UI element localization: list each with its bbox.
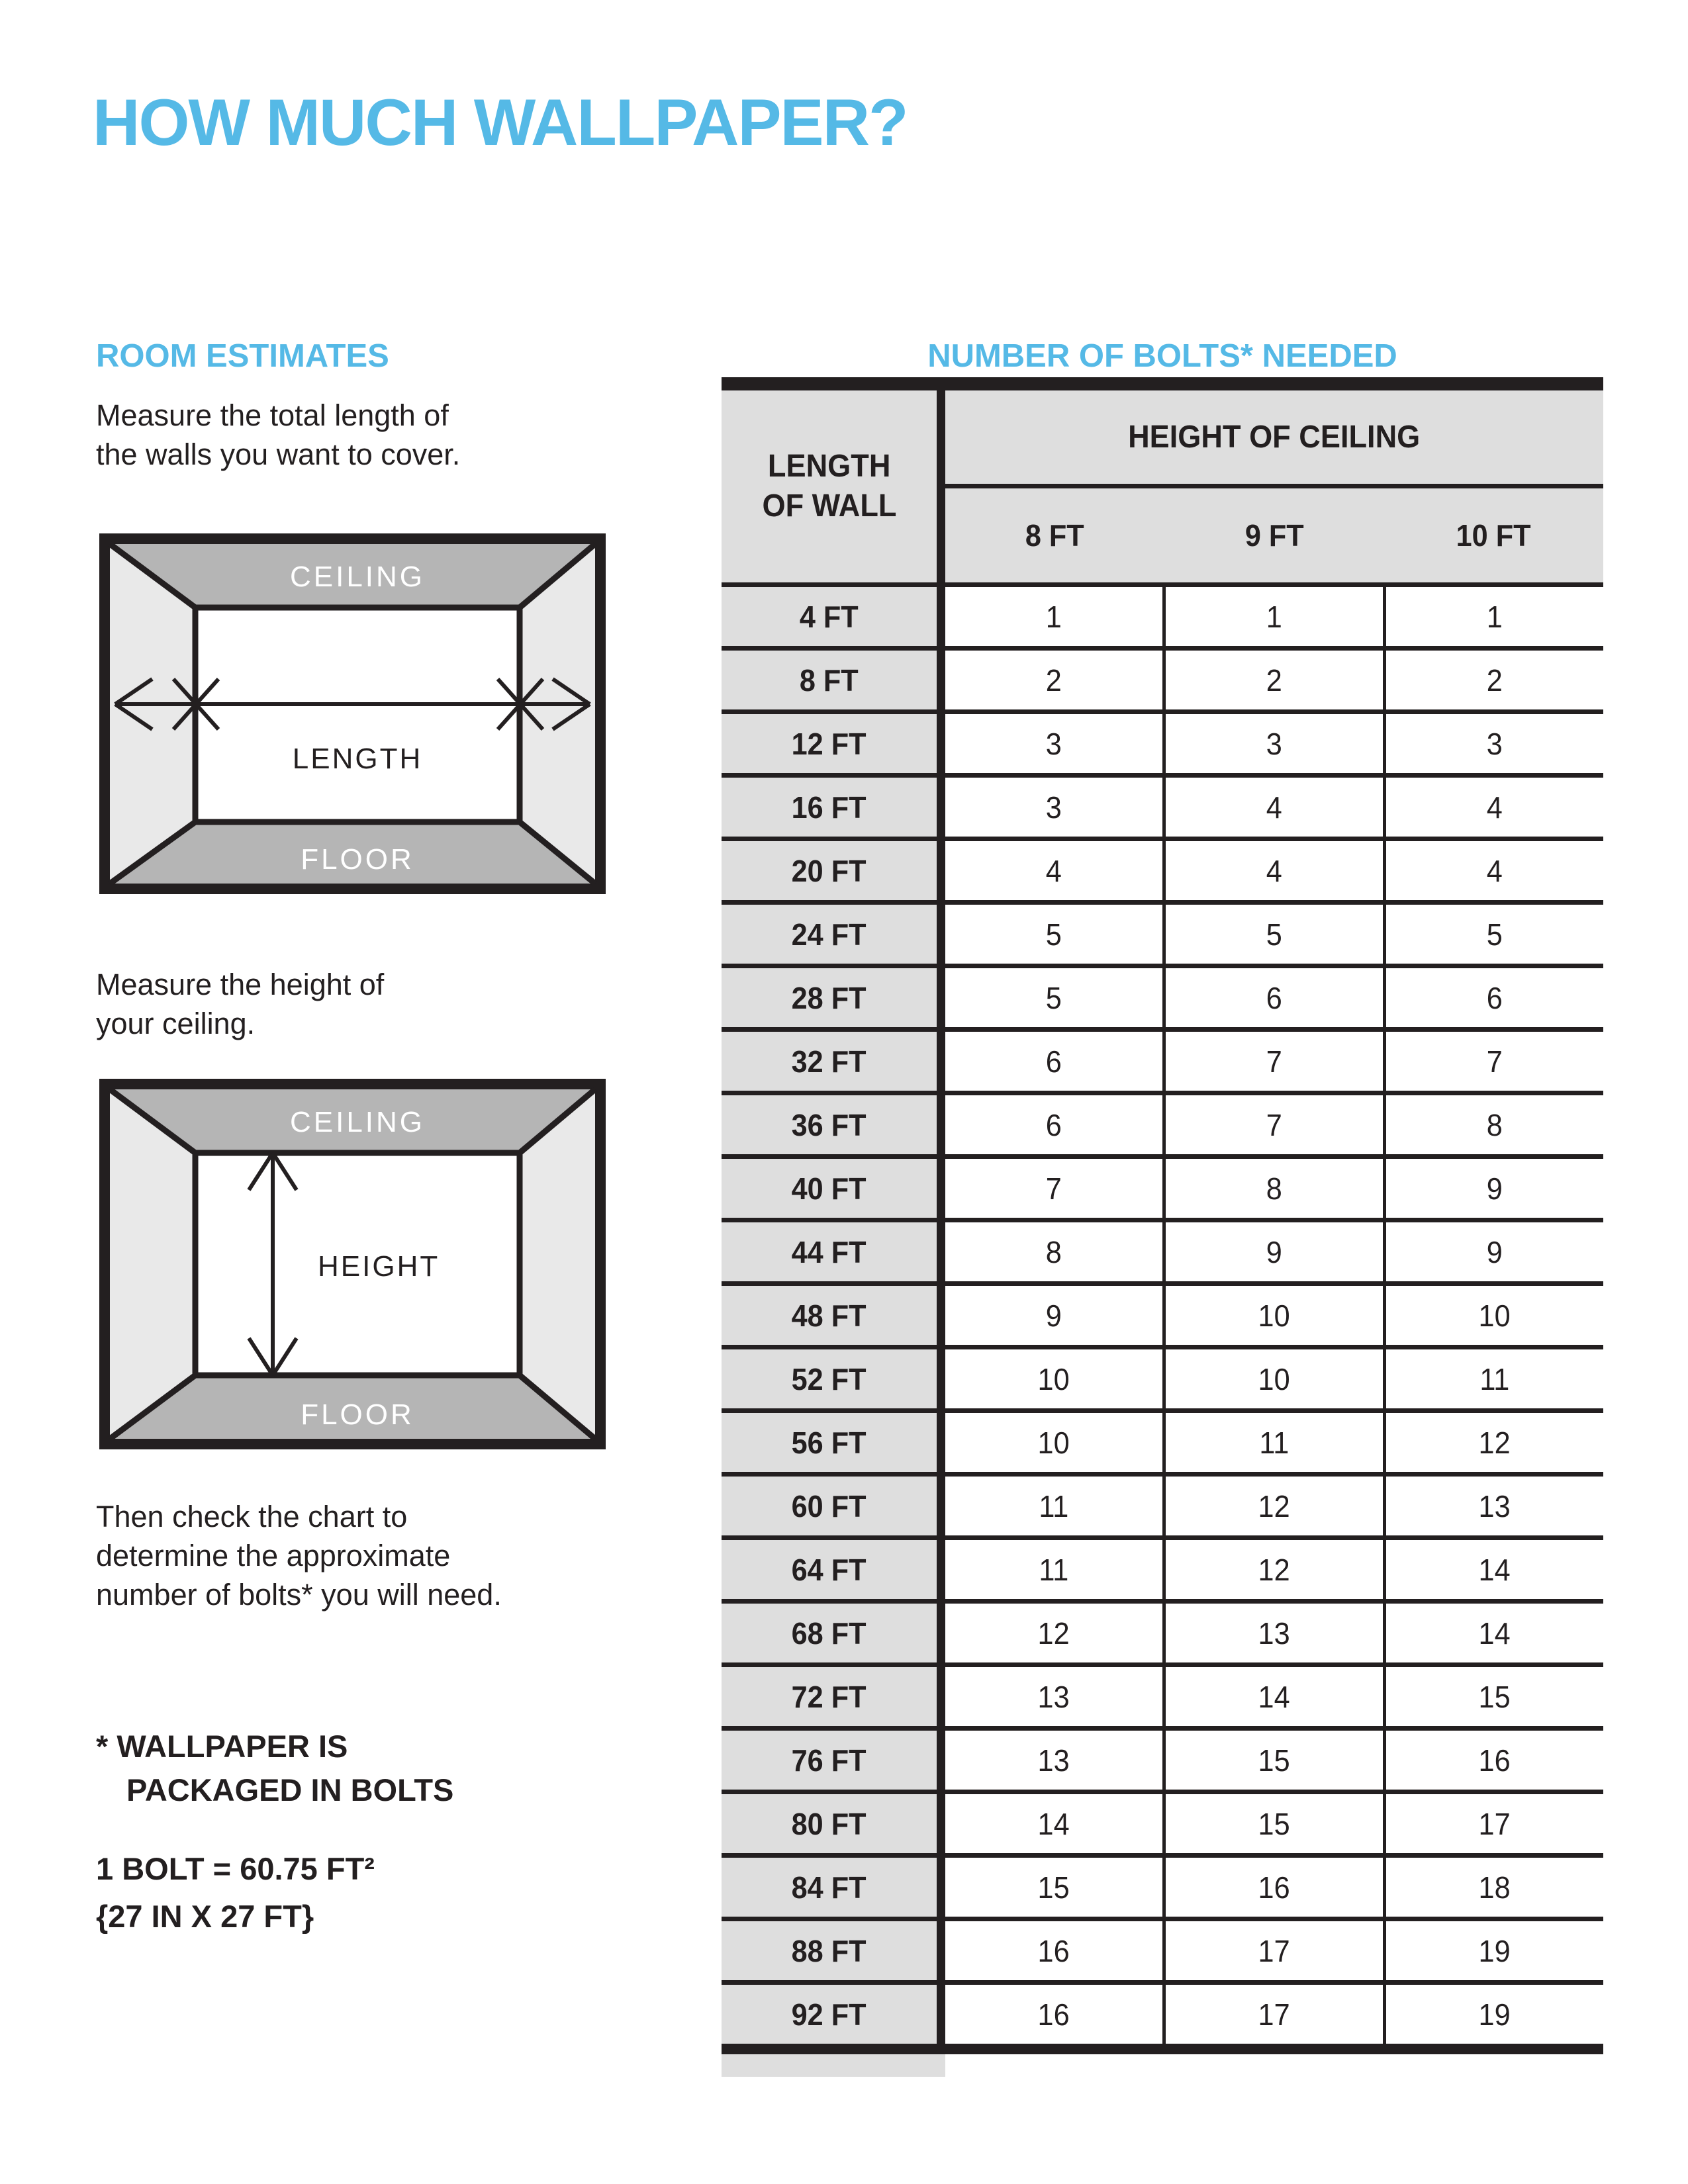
- wall-length-cell: [722, 1477, 945, 1535]
- table-row: [722, 1599, 1603, 1662]
- bolts-8ft-value: 10: [1037, 1361, 1070, 1396]
- bolts-9ft-cell: [1162, 1921, 1383, 1980]
- bolts-8ft-value: 2: [1045, 662, 1062, 698]
- length-of-wall-header: [722, 390, 945, 582]
- bolts-8ft-value: 5: [1045, 980, 1062, 1015]
- table-row: [722, 1662, 1603, 1726]
- bolts-9ft-value: 8: [1266, 1171, 1283, 1206]
- bolts-9ft-cell: [1162, 1667, 1383, 1726]
- floor-label: FLOOR: [301, 843, 414, 876]
- bolts-8ft-cell: [945, 714, 1162, 773]
- table-row: [722, 1917, 1603, 1980]
- step1-line2: the walls you want to cover.: [96, 437, 461, 471]
- bolts-8ft-cell: [945, 651, 1162, 709]
- wall-length-cell: [722, 1667, 945, 1726]
- wall-length-cell: [722, 651, 945, 709]
- wall-length-label: 68 FT: [792, 1615, 867, 1651]
- bolts-10ft-value: 2: [1486, 662, 1503, 698]
- ceiling-label: CEILING: [289, 561, 426, 593]
- ceiling-height-header-group: [945, 390, 1603, 582]
- bolts-9ft-value: 10: [1258, 1361, 1291, 1396]
- floor-label: FLOOR: [301, 1398, 414, 1431]
- bolts-10ft-value: 17: [1478, 1806, 1511, 1841]
- wall-length-cell: [722, 1731, 945, 1790]
- bolts-8ft-cell: [945, 1159, 1162, 1218]
- wall-length-cell: [722, 778, 945, 837]
- table-row: [722, 709, 1603, 773]
- table-row: [722, 1535, 1603, 1599]
- wall-length-cell: [722, 905, 945, 964]
- wall-length-cell: [722, 1604, 945, 1662]
- table-row: [722, 582, 1603, 646]
- bolt-equation: [96, 1845, 375, 1940]
- wall-length-cell: [722, 1794, 945, 1853]
- wall-length-label: 24 FT: [792, 917, 867, 952]
- bolts-9ft-cell: [1162, 1604, 1383, 1662]
- bolts-needed-heading: NUMBER OF BOLTS* NEEDED: [927, 338, 1397, 374]
- wall-length-cell: [722, 841, 945, 900]
- wall-length-label: 56 FT: [792, 1425, 867, 1460]
- step1-line1: Measure the total length of: [96, 398, 449, 432]
- bolts-9ft-value: 17: [1258, 1933, 1291, 1968]
- bolts-9ft-cell: [1162, 1794, 1383, 1853]
- wall-length-label: 92 FT: [792, 1997, 867, 2032]
- bolts-8ft-cell: [945, 1413, 1162, 1472]
- bolts-10ft-value: 11: [1479, 1361, 1510, 1396]
- table-row: [722, 837, 1603, 900]
- table-bottom-bar: [722, 2044, 1603, 2054]
- wall-length-label: 28 FT: [792, 980, 867, 1015]
- bolts-9ft-value: 16: [1258, 1870, 1291, 1905]
- bolts-8ft-cell: [945, 905, 1162, 964]
- step3-text: [96, 1497, 502, 1614]
- bolts-10ft-value: 16: [1478, 1743, 1511, 1778]
- col-header-8ft: [945, 488, 1164, 582]
- bolts-8ft-value: 10: [1037, 1425, 1070, 1460]
- length-of-wall-line1: LENGTH: [767, 449, 891, 484]
- bolts-10ft-cell: [1383, 905, 1603, 964]
- bolts-8ft-cell: [945, 1921, 1162, 1980]
- bolts-8ft-value: 4: [1045, 853, 1062, 888]
- bolts-9ft-value: 6: [1266, 980, 1283, 1015]
- table-row: [722, 1281, 1603, 1345]
- bolts-10ft-value: 10: [1478, 1298, 1511, 1333]
- bolts-10ft-value: 1: [1486, 599, 1503, 634]
- bolts-10ft-cell: [1383, 1985, 1603, 2044]
- bolts-10ft-cell: [1383, 1159, 1603, 1218]
- wall-length-cell: [722, 1159, 945, 1218]
- bolts-8ft-cell: [945, 1286, 1162, 1345]
- col-header-10ft-label: 10 FT: [1456, 518, 1531, 553]
- bolts-10ft-value: 13: [1478, 1488, 1511, 1524]
- bolts-10ft-cell: [1383, 1921, 1603, 1980]
- bolts-9ft-cell: [1162, 841, 1383, 900]
- bolts-9ft-cell: [1162, 1540, 1383, 1599]
- bolts-10ft-cell: [1383, 1731, 1603, 1790]
- bolts-10ft-cell: [1383, 1858, 1603, 1917]
- wall-length-label: 8 FT: [800, 662, 859, 698]
- bolts-9ft-value: 10: [1258, 1298, 1291, 1333]
- height-measure-label: HEIGHT: [318, 1250, 440, 1283]
- wall-length-cell: [722, 1413, 945, 1472]
- bolt-equation-line1: 1 BOLT = 60.75 FT²: [96, 1851, 375, 1886]
- bolts-9ft-cell: [1162, 1985, 1383, 2044]
- bolts-8ft-value: 7: [1045, 1171, 1062, 1206]
- wall-length-label: 84 FT: [792, 1870, 867, 1905]
- ceiling-height-columns: [945, 488, 1603, 582]
- bolts-10ft-value: 9: [1486, 1171, 1503, 1206]
- length-measure-label: LENGTH: [292, 743, 423, 775]
- bolts-8ft-value: 1: [1045, 599, 1062, 634]
- bolts-8ft-cell: [945, 1604, 1162, 1662]
- bolts-10ft-value: 19: [1478, 1997, 1511, 2032]
- bolts-8ft-value: 13: [1037, 1679, 1070, 1714]
- bolts-8ft-value: 16: [1037, 1997, 1070, 2032]
- bolts-10ft-cell: [1383, 651, 1603, 709]
- bolts-footnote: [96, 1725, 453, 1812]
- ceiling-label: CEILING: [289, 1106, 426, 1138]
- wall-length-cell: [722, 968, 945, 1027]
- wall-length-label: 32 FT: [792, 1044, 867, 1079]
- wall-length-cell: [722, 1540, 945, 1599]
- bolts-8ft-cell: [945, 1731, 1162, 1790]
- bolts-8ft-cell: [945, 1794, 1162, 1853]
- bolts-10ft-cell: [1383, 1604, 1603, 1662]
- bolts-10ft-value: 7: [1486, 1044, 1503, 1079]
- bolts-9ft-value: 14: [1258, 1679, 1291, 1714]
- bolts-10ft-cell: [1383, 1095, 1603, 1154]
- step1-text: [96, 396, 460, 474]
- step3-line1: Then check the chart to: [96, 1500, 408, 1533]
- table-row: [722, 1091, 1603, 1154]
- bolts-9ft-cell: [1162, 1286, 1383, 1345]
- wall-length-label: 48 FT: [792, 1298, 867, 1333]
- wall-length-cell: [722, 587, 945, 646]
- page-title: HOW MUCH WALLPAPER?: [93, 85, 908, 159]
- bolts-8ft-value: 6: [1045, 1044, 1062, 1079]
- bolts-9ft-cell: [1162, 1095, 1383, 1154]
- table-row: [722, 1853, 1603, 1917]
- wall-length-label: 40 FT: [792, 1171, 867, 1206]
- step3-line2: determine the approximate: [96, 1539, 451, 1572]
- height-room-diagram: [99, 1079, 606, 1449]
- table-row: [722, 1218, 1603, 1281]
- wall-length-cell: [722, 1095, 945, 1154]
- bolts-9ft-cell: [1162, 1477, 1383, 1535]
- wall-length-label: 12 FT: [792, 726, 867, 761]
- bolts-8ft-value: 6: [1045, 1107, 1062, 1142]
- step2-text: [96, 965, 384, 1043]
- bolts-8ft-value: 8: [1045, 1234, 1062, 1269]
- wall-length-label: 36 FT: [792, 1107, 867, 1142]
- col-header-10ft: [1384, 488, 1603, 582]
- bolts-10ft-cell: [1383, 1667, 1603, 1726]
- col-header-9ft-label: 9 FT: [1244, 518, 1304, 553]
- table-header: [722, 390, 1603, 582]
- bolts-9ft-cell: [1162, 1222, 1383, 1281]
- bolts-9ft-cell: [1162, 1731, 1383, 1790]
- table-top-bar: [722, 377, 1603, 390]
- length-room-diagram: [99, 533, 606, 894]
- bolts-8ft-value: 11: [1039, 1552, 1069, 1587]
- bolts-8ft-value: 11: [1039, 1488, 1069, 1524]
- step2-line2: your ceiling.: [96, 1007, 256, 1040]
- bolts-10ft-value: 4: [1486, 853, 1503, 888]
- bolts-10ft-cell: [1383, 587, 1603, 646]
- bolts-8ft-value: 12: [1037, 1615, 1070, 1651]
- wall-length-cell: [722, 1032, 945, 1091]
- bolts-10ft-value: 4: [1486, 790, 1503, 825]
- bolts-9ft-cell: [1162, 1032, 1383, 1091]
- wall-length-cell: [722, 1349, 945, 1408]
- bolts-8ft-value: 14: [1037, 1806, 1070, 1841]
- bolts-9ft-cell: [1162, 905, 1383, 964]
- wall-length-label: 52 FT: [792, 1361, 867, 1396]
- room-estimates-heading: ROOM ESTIMATES: [96, 338, 389, 374]
- bolts-9ft-cell: [1162, 1349, 1383, 1408]
- footnote-line1: * WALLPAPER IS: [96, 1729, 348, 1764]
- wall-length-cell: [722, 714, 945, 773]
- bolts-10ft-cell: [1383, 841, 1603, 900]
- bolts-9ft-cell: [1162, 778, 1383, 837]
- wall-length-cell: [722, 1985, 945, 2044]
- bolts-10ft-value: 15: [1478, 1679, 1511, 1714]
- bolts-10ft-cell: [1383, 968, 1603, 1027]
- bolts-10ft-value: 9: [1486, 1234, 1503, 1269]
- table-row: [722, 1027, 1603, 1091]
- col-header-8ft-label: 8 FT: [1025, 518, 1085, 553]
- wall-length-label: 64 FT: [792, 1552, 867, 1587]
- bolts-9ft-value: 12: [1258, 1488, 1291, 1524]
- bolts-8ft-cell: [945, 1985, 1162, 2044]
- bolts-9ft-cell: [1162, 1159, 1383, 1218]
- bolts-9ft-value: 15: [1258, 1806, 1291, 1841]
- bolts-10ft-value: 18: [1478, 1870, 1511, 1905]
- length-of-wall-line2: OF WALL: [761, 488, 896, 523]
- bolts-9ft-cell: [1162, 968, 1383, 1027]
- bolts-9ft-value: 1: [1266, 599, 1283, 634]
- wall-length-label: 80 FT: [792, 1806, 867, 1841]
- height-of-ceiling-header: [945, 390, 1603, 488]
- bolts-8ft-cell: [945, 1349, 1162, 1408]
- bolts-10ft-value: 5: [1486, 917, 1503, 952]
- table-row: [722, 1790, 1603, 1853]
- wall-length-cell: [722, 1286, 945, 1345]
- bolts-table: [722, 377, 1603, 2077]
- bolts-10ft-cell: [1383, 714, 1603, 773]
- bolts-8ft-value: 5: [1045, 917, 1062, 952]
- table-row: [722, 773, 1603, 837]
- bolts-8ft-value: 3: [1045, 790, 1062, 825]
- wall-length-cell: [722, 1858, 945, 1917]
- bolts-10ft-value: 3: [1486, 726, 1503, 761]
- table-row: [722, 1408, 1603, 1472]
- bolts-8ft-value: 16: [1037, 1933, 1070, 1968]
- bolts-8ft-value: 13: [1037, 1743, 1070, 1778]
- table-row: [722, 964, 1603, 1027]
- bolts-8ft-cell: [945, 1032, 1162, 1091]
- col-header-9ft: [1164, 488, 1383, 582]
- wall-length-label: 16 FT: [792, 790, 867, 825]
- table-row: [722, 1980, 1603, 2044]
- table-row: [722, 1726, 1603, 1790]
- bolts-10ft-cell: [1383, 778, 1603, 837]
- bolts-8ft-value: 3: [1045, 726, 1062, 761]
- bolts-10ft-cell: [1383, 1032, 1603, 1091]
- table-row: [722, 646, 1603, 709]
- bolts-9ft-value: 11: [1259, 1425, 1289, 1460]
- bolts-8ft-cell: [945, 968, 1162, 1027]
- bolts-9ft-value: 17: [1258, 1997, 1291, 2032]
- bolts-10ft-cell: [1383, 1413, 1603, 1472]
- bolts-8ft-cell: [945, 1222, 1162, 1281]
- wall-length-label: 76 FT: [792, 1743, 867, 1778]
- bolts-8ft-cell: [945, 778, 1162, 837]
- height-of-ceiling-label: HEIGHT OF CEILING: [1128, 420, 1421, 455]
- bolts-8ft-cell: [945, 1667, 1162, 1726]
- bolts-10ft-value: 14: [1478, 1615, 1511, 1651]
- bolts-9ft-value: 3: [1266, 726, 1283, 761]
- bolts-9ft-value: 2: [1266, 662, 1283, 698]
- wall-length-label: 88 FT: [792, 1933, 867, 1968]
- bolts-9ft-cell: [1162, 714, 1383, 773]
- table-row: [722, 1345, 1603, 1408]
- bolts-8ft-cell: [945, 1540, 1162, 1599]
- bolts-10ft-cell: [1383, 1477, 1603, 1535]
- bolts-10ft-cell: [1383, 1540, 1603, 1599]
- bolts-10ft-value: 8: [1486, 1107, 1503, 1142]
- bolts-8ft-cell: [945, 841, 1162, 900]
- table-row: [722, 1154, 1603, 1218]
- bolts-10ft-cell: [1383, 1349, 1603, 1408]
- bolts-9ft-cell: [1162, 651, 1383, 709]
- bolts-10ft-value: 14: [1478, 1552, 1511, 1587]
- bolts-8ft-cell: [945, 1095, 1162, 1154]
- wall-length-label: 72 FT: [792, 1679, 867, 1714]
- wall-length-label: 60 FT: [792, 1488, 867, 1524]
- table-row: [722, 900, 1603, 964]
- table-left-column-stub: [722, 2054, 945, 2077]
- bolts-9ft-value: 4: [1266, 853, 1283, 888]
- bolts-8ft-value: 15: [1037, 1870, 1070, 1905]
- step3-line3: number of bolts* you will need.: [96, 1578, 502, 1612]
- bolts-10ft-value: 12: [1478, 1425, 1511, 1460]
- step2-line1: Measure the height of: [96, 968, 385, 1001]
- wall-length-label: 20 FT: [792, 853, 867, 888]
- bolts-9ft-value: 13: [1258, 1615, 1291, 1651]
- bolt-equation-line2: {27 IN X 27 FT}: [96, 1899, 314, 1934]
- bolts-8ft-cell: [945, 1477, 1162, 1535]
- bolts-9ft-value: 9: [1266, 1234, 1283, 1269]
- bolts-9ft-value: 15: [1258, 1743, 1291, 1778]
- bolts-10ft-value: 19: [1478, 1933, 1511, 1968]
- table-row: [722, 1472, 1603, 1535]
- bolts-9ft-cell: [1162, 1413, 1383, 1472]
- bolts-10ft-value: 6: [1486, 980, 1503, 1015]
- back-wall: [195, 608, 520, 822]
- bolts-10ft-cell: [1383, 1286, 1603, 1345]
- bolts-10ft-cell: [1383, 1794, 1603, 1853]
- bolts-9ft-value: 7: [1266, 1044, 1283, 1079]
- wall-length-label: 4 FT: [800, 599, 859, 634]
- bolts-9ft-value: 12: [1258, 1552, 1291, 1587]
- bolts-9ft-value: 7: [1266, 1107, 1283, 1142]
- bolts-8ft-cell: [945, 587, 1162, 646]
- wall-length-cell: [722, 1921, 945, 1980]
- footnote-line2: PACKAGED IN BOLTS: [126, 1772, 454, 1807]
- bolts-9ft-value: 5: [1266, 917, 1283, 952]
- bolts-9ft-value: 4: [1266, 790, 1283, 825]
- bolts-8ft-cell: [945, 1858, 1162, 1917]
- bolts-9ft-cell: [1162, 587, 1383, 646]
- bolts-9ft-cell: [1162, 1858, 1383, 1917]
- wall-length-label: 44 FT: [792, 1234, 867, 1269]
- bolts-10ft-cell: [1383, 1222, 1603, 1281]
- wall-length-cell: [722, 1222, 945, 1281]
- table-body: [722, 582, 1603, 2044]
- bolts-8ft-value: 9: [1045, 1298, 1062, 1333]
